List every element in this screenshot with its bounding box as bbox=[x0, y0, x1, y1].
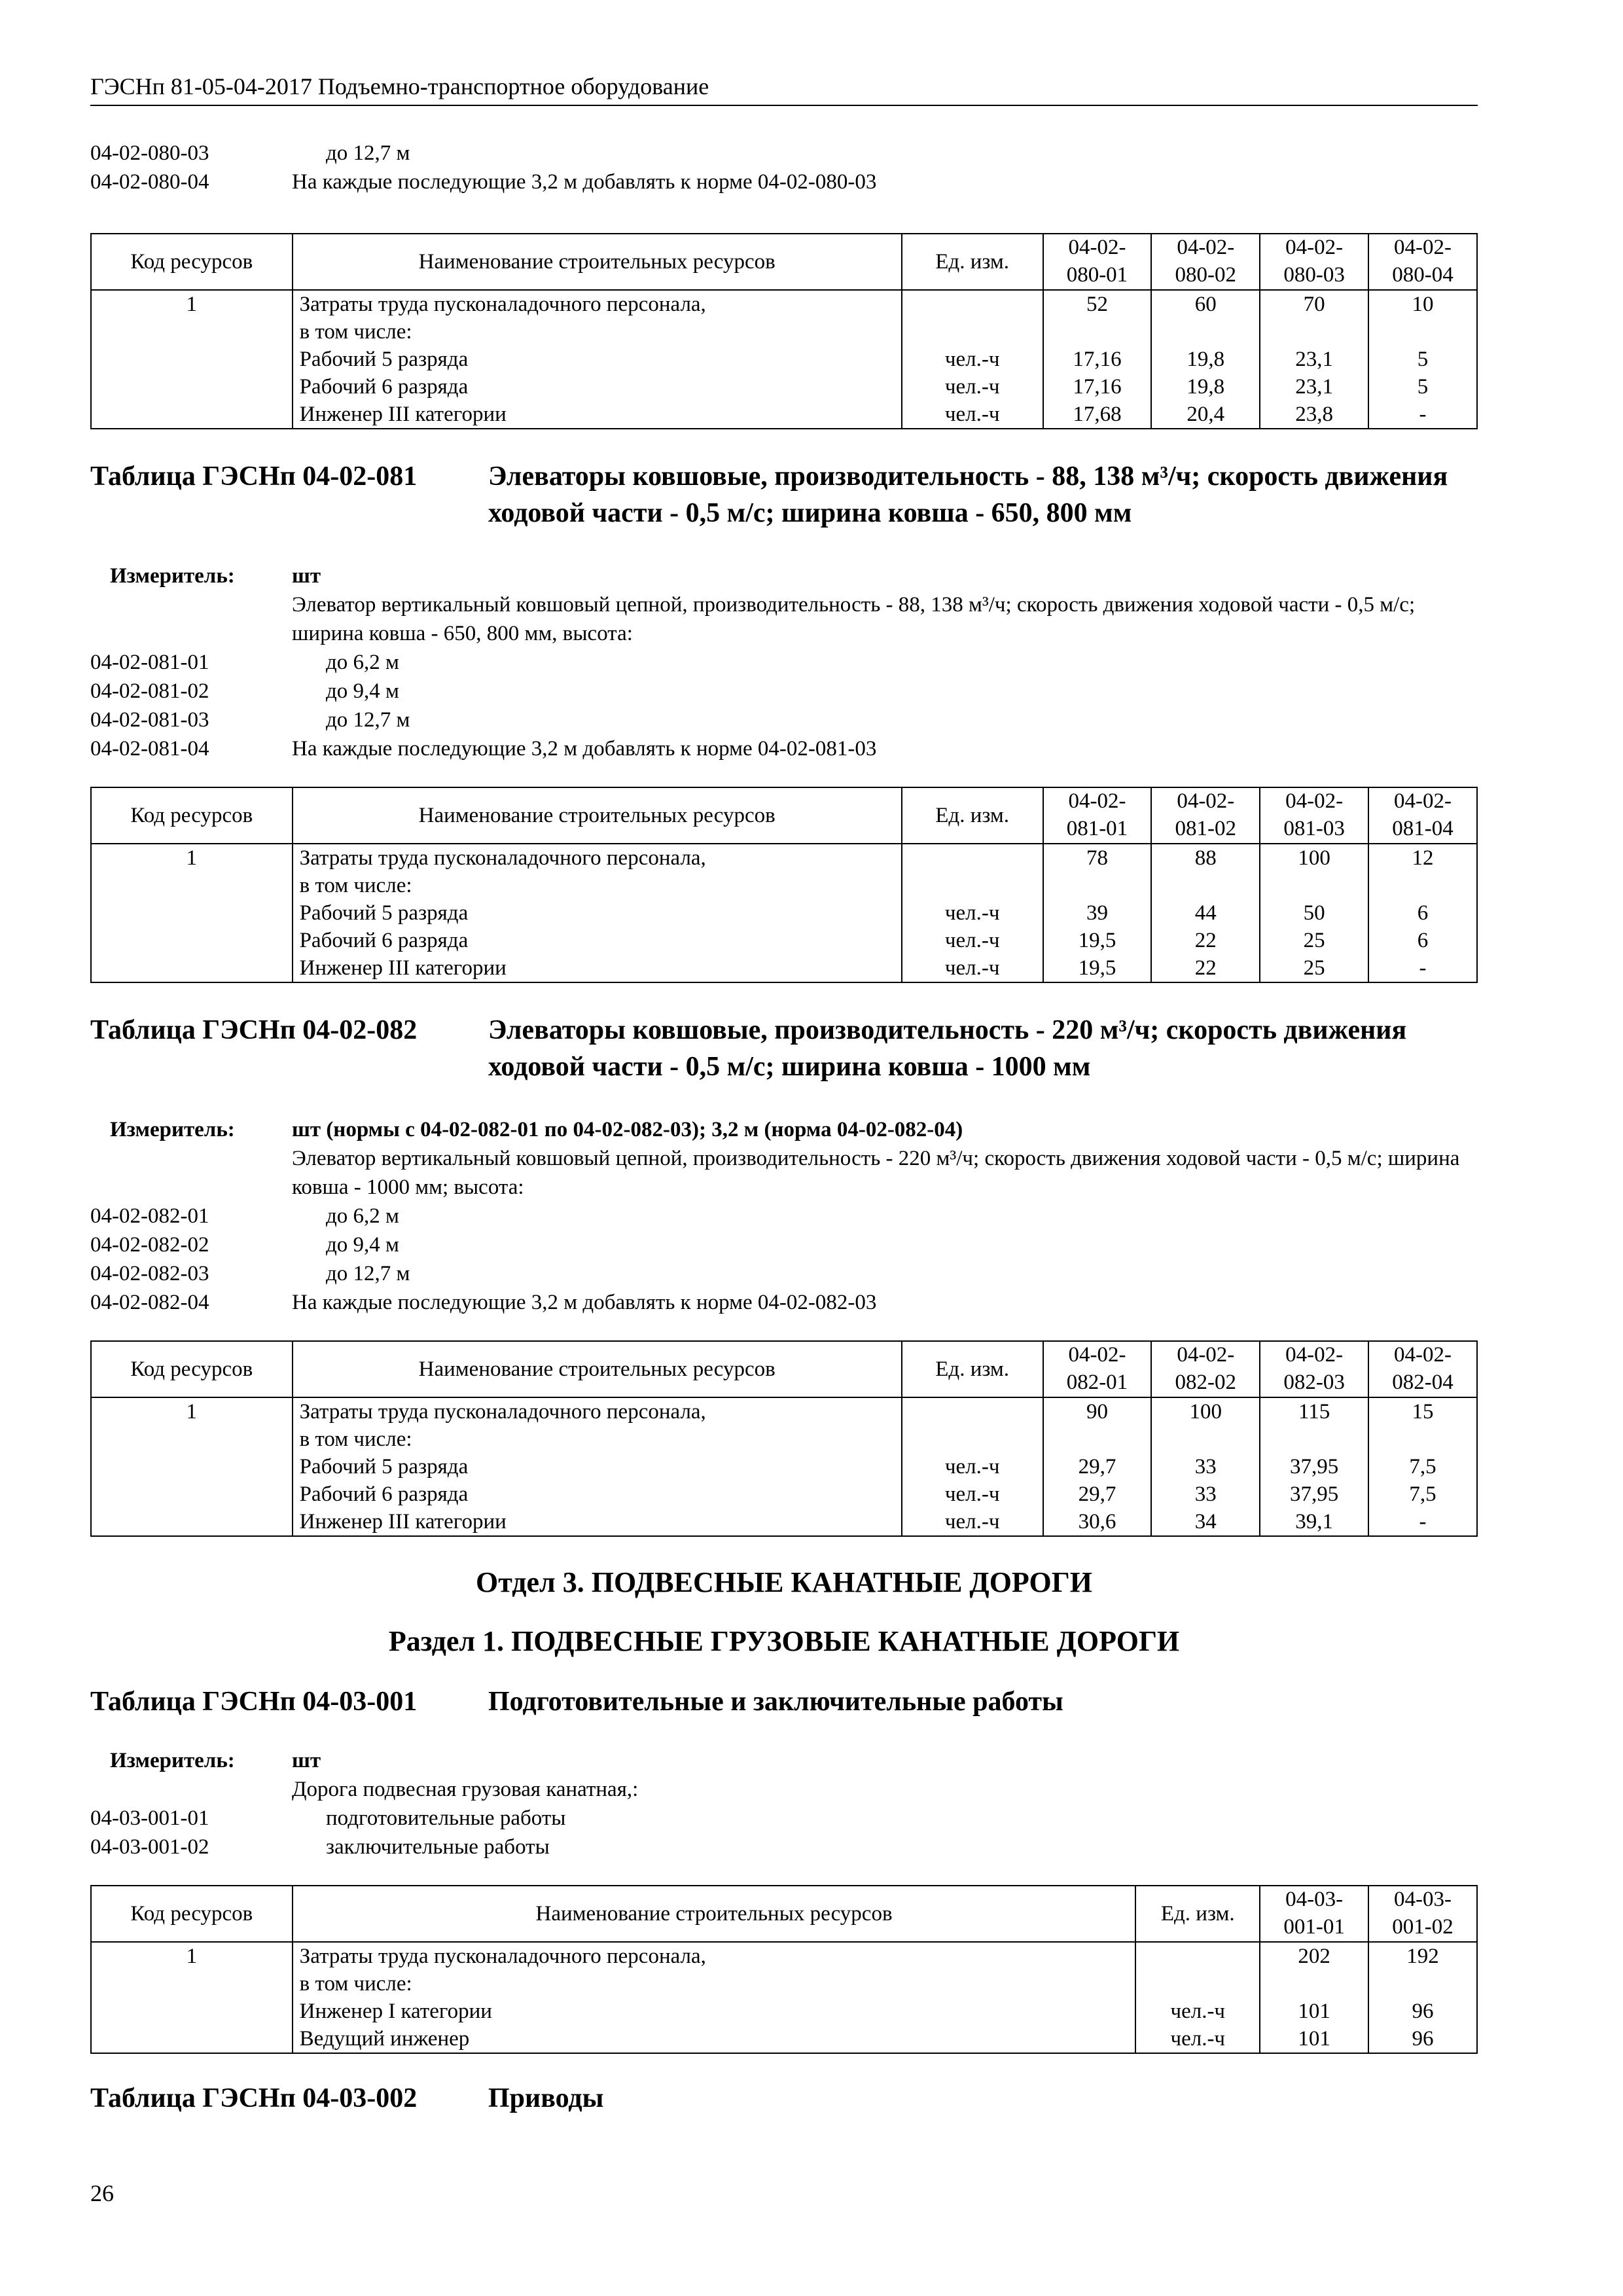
resource-code: 1 bbox=[91, 1942, 293, 2053]
col-header-norm: 04-02- 080-03 bbox=[1260, 234, 1368, 290]
department-heading: Отдел 3. ПОДВЕСНЫЕ КАНАТНЫЕ ДОРОГИ bbox=[475, 1566, 1092, 1598]
norm-values: 100 50 25 25 bbox=[1260, 844, 1368, 982]
table-name: Приводы bbox=[488, 2083, 604, 2113]
top-items bbox=[90, 139, 1478, 196]
norm-values: 12 6 6 - bbox=[1368, 844, 1477, 982]
col-header-norm: 04-02- 080-02 bbox=[1151, 234, 1260, 290]
table-title-081 bbox=[90, 458, 1478, 531]
norm-code: 04-02-080-03 bbox=[90, 141, 209, 165]
running-header: ГЭСНп 81-05-04-2017 Подъемно-транспортное оборудование bbox=[90, 72, 1478, 106]
norm-values: 202 101 101 bbox=[1260, 1942, 1368, 2053]
document-page bbox=[90, 72, 1478, 2117]
resource-code: 1 bbox=[91, 1397, 293, 1536]
norm-description: Элеватор вертикальный ковшовый цепной, производительность - 88, 138 м³/ч; скорость движения ходовой части - 0,5 м/с; ширина ковша - 650, 800 мм, высота: bbox=[292, 593, 1416, 645]
meter-block bbox=[90, 562, 1478, 763]
resources-table-03-001 bbox=[90, 1885, 1478, 2054]
col-header-unit: Ед. изм. bbox=[902, 1341, 1043, 1397]
norm-values: 70 23,1 23,1 23,8 bbox=[1260, 290, 1368, 429]
norm-text: до 12,7 м bbox=[326, 141, 410, 165]
col-header-unit: Ед. изм. bbox=[902, 787, 1043, 844]
meter-value: шт bbox=[292, 564, 321, 588]
table-number: Таблица ГЭСНп 04-03-001 bbox=[90, 1687, 418, 1717]
col-header-norm: 04-02- 081-04 bbox=[1368, 787, 1477, 844]
norm-item: 04-02-082-01 до 6,2 м bbox=[90, 1204, 399, 1228]
table-title-03-002 bbox=[90, 2080, 1478, 2117]
norm-item: 04-02-081-04 На каждые последующие 3,2 м добавлять к норме 04-02-081-03 bbox=[90, 737, 877, 761]
norm-description: Дорога подвесная грузовая канатная,: bbox=[292, 1778, 639, 1801]
col-header-norm: 04-03- 001-01 bbox=[1260, 1886, 1368, 1942]
col-header-name: Наименование строительных ресурсов bbox=[293, 1341, 902, 1397]
resource-units: чел.-ч чел.-ч чел.-ч bbox=[902, 844, 1043, 982]
norm-description: Элеватор вертикальный ковшовый цепной, производительность - 220 м³/ч; скорость движения ходовой части - 0,5 м/с; ширина ковша - 1000 мм; высота: bbox=[292, 1147, 1460, 1199]
meter-label: Измеритель: bbox=[110, 1118, 235, 1141]
resource-units: чел.-ч чел.-ч чел.-ч bbox=[902, 1397, 1043, 1536]
resource-code: 1 bbox=[91, 844, 293, 982]
col-header-name: Наименование строительных ресурсов bbox=[293, 1886, 1136, 1942]
norm-item: 04-02-082-03 до 12,7 м bbox=[90, 1262, 410, 1285]
meter-block bbox=[90, 1746, 1478, 1861]
resources-table-081 bbox=[90, 787, 1478, 983]
meter-value: шт (нормы с 04-02-082-01 по 04-02-082-03); 3,2 м (норма 04-02-082-04) bbox=[292, 1118, 963, 1141]
table-title-082 bbox=[90, 1012, 1478, 1085]
norm-values: 100 33 33 34 bbox=[1151, 1397, 1260, 1536]
col-header-norm: 04-02- 082-02 bbox=[1151, 1341, 1260, 1397]
resources-table-082 bbox=[90, 1340, 1478, 1537]
norm-item: 04-02-081-01 до 6,2 м bbox=[90, 651, 399, 674]
norm-item bbox=[90, 139, 1478, 168]
resource-names: Затраты труда пусконаладочного персонала, в том числе: Рабочий 5 разряда Рабочий 6 разряда Инженер III категории bbox=[293, 290, 902, 429]
table-name: Элеваторы ковшовые, производительность - 220 м³/ч; скорость движения ходовой части - 0,5 м/с; ширина ковша - 1000 мм bbox=[488, 1015, 1407, 1082]
meter-label: Измеритель: bbox=[110, 564, 235, 588]
norm-item: 04-02-082-02 до 9,4 м bbox=[90, 1233, 399, 1257]
norm-values: 10 5 5 - bbox=[1368, 290, 1477, 429]
norm-values: 192 96 96 bbox=[1368, 1942, 1477, 2053]
col-header-unit: Ед. изм. bbox=[902, 234, 1043, 290]
col-header-norm: 04-02- 081-03 bbox=[1260, 787, 1368, 844]
col-header-norm: 04-02- 082-03 bbox=[1260, 1341, 1368, 1397]
meter-block bbox=[90, 1115, 1478, 1317]
norm-values: 90 29,7 29,7 30,6 bbox=[1043, 1397, 1152, 1536]
col-header-norm: 04-02- 080-01 bbox=[1043, 234, 1152, 290]
norm-text: На каждые последующие 3,2 м добавлять к норме 04-02-080-03 bbox=[292, 170, 877, 194]
meter-value: шт bbox=[292, 1749, 321, 1772]
resource-units: чел.-ч чел.-ч чел.-ч bbox=[902, 290, 1043, 429]
col-header-code: Код ресурсов bbox=[91, 1886, 293, 1942]
resource-names: Затраты труда пусконаладочного персонала, в том числе: Рабочий 5 разряда Рабочий 6 разряда Инженер III категории bbox=[293, 1397, 902, 1536]
norm-values: 78 39 19,5 19,5 bbox=[1043, 844, 1152, 982]
resource-code: 1 bbox=[91, 290, 293, 429]
table-number: Таблица ГЭСНп 04-02-081 bbox=[90, 461, 418, 492]
norm-item: 04-02-081-02 до 9,4 м bbox=[90, 679, 399, 703]
norm-values: 115 37,95 37,95 39,1 bbox=[1260, 1397, 1368, 1536]
col-header-code: Код ресурсов bbox=[91, 787, 293, 844]
table-name: Подготовительные и заключительные работы bbox=[488, 1687, 1063, 1717]
norm-values: 60 19,8 19,8 20,4 bbox=[1151, 290, 1260, 429]
norm-item: 04-03-001-01 подготовительные работы bbox=[90, 1806, 566, 1830]
norm-item bbox=[90, 168, 1478, 196]
resource-names: Затраты труда пусконаладочного персонала, в том числе: Инженер I категории Ведущий инженер bbox=[293, 1942, 1136, 2053]
norm-item: 04-03-001-02 заключительные работы bbox=[90, 1835, 550, 1859]
norm-values: 52 17,16 17,16 17,68 bbox=[1043, 290, 1152, 429]
resources-table-080 bbox=[90, 233, 1478, 429]
col-header-norm: 04-03- 001-02 bbox=[1368, 1886, 1477, 1942]
resource-names: Затраты труда пусконаладочного персонала, в том числе: Рабочий 5 разряда Рабочий 6 разряда Инженер III категории bbox=[293, 844, 902, 982]
norm-values: 88 44 22 22 bbox=[1151, 844, 1260, 982]
table-name: Элеваторы ковшовые, производительность - 88, 138 м³/ч; скорость движения ходовой части - 0,5 м/с; ширина ковша - 650, 800 мм bbox=[488, 461, 1448, 528]
table-title-03-001 bbox=[90, 1683, 1478, 1720]
col-header-code: Код ресурсов bbox=[91, 1341, 293, 1397]
page-number: 26 bbox=[90, 2180, 114, 2206]
col-header-norm: 04-02- 081-01 bbox=[1043, 787, 1152, 844]
norm-item: 04-02-081-03 до 12,7 м bbox=[90, 708, 410, 732]
meter-label: Измеритель: bbox=[110, 1749, 235, 1772]
col-header-norm: 04-02- 082-04 bbox=[1368, 1341, 1477, 1397]
col-header-norm: 04-02- 081-02 bbox=[1151, 787, 1260, 844]
resource-units: чел.-ч чел.-ч bbox=[1135, 1942, 1260, 2053]
norm-code: 04-02-080-04 bbox=[90, 170, 209, 194]
col-header-code: Код ресурсов bbox=[91, 234, 293, 290]
col-header-name: Наименование строительных ресурсов bbox=[293, 787, 902, 844]
col-header-unit: Ед. изм. bbox=[1135, 1886, 1260, 1942]
table-number: Таблица ГЭСНп 04-03-002 bbox=[90, 2083, 418, 2113]
table-number: Таблица ГЭСНп 04-02-082 bbox=[90, 1015, 418, 1045]
norm-item: 04-02-082-04 На каждые последующие 3,2 м добавлять к норме 04-02-082-03 bbox=[90, 1291, 877, 1314]
col-header-name: Наименование строительных ресурсов bbox=[293, 234, 902, 290]
section-heading: Раздел 1. ПОДВЕСНЫЕ ГРУЗОВЫЕ КАНАТНЫЕ ДОРОГИ bbox=[388, 1625, 1180, 1657]
col-header-norm: 04-02- 080-04 bbox=[1368, 234, 1477, 290]
norm-values: 15 7,5 7,5 - bbox=[1368, 1397, 1477, 1536]
col-header-norm: 04-02- 082-01 bbox=[1043, 1341, 1152, 1397]
